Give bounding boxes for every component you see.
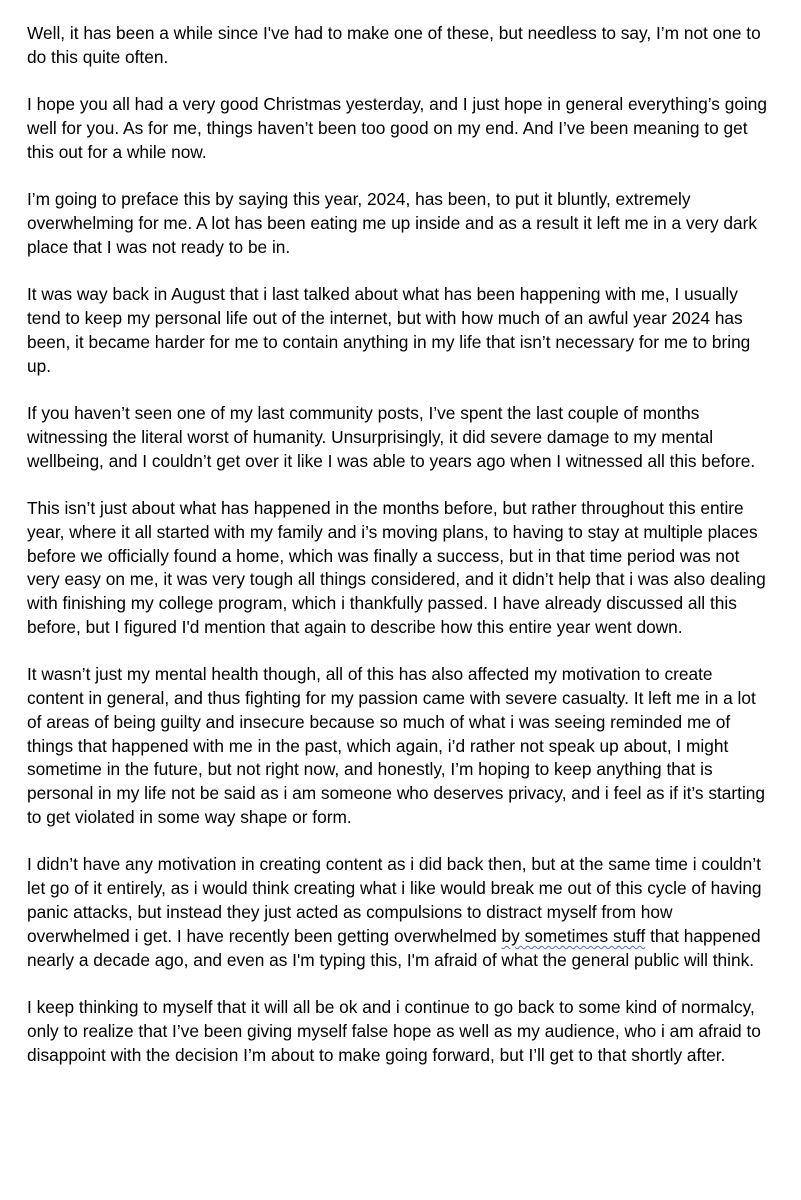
paragraph: It was way back in August that i last talked about what has been happening with me, I usually tend to keep my personal life out of the internet, but with how much of an awful year 2024 has been, it became harder for me to contain anything in my life that isn’t necessary for me to bring up. [27,284,751,376]
document-body[interactable] [27,22,771,1091]
paragraph-text: that happened nearly a decade ago, and even as I'm typing this, I'm afraid of what the general public will think. [27,925,761,970]
grammar-flagged-phrase[interactable]: by sometimes stuff [501,925,646,946]
paragraph: It wasn’t just my mental health though, all of this has also affected my motivation to create content in general, and thus fighting for my passion came with severe casualty. It left me in a lot of areas of being guilty and insecure because so much of what i was seeing reminded me of things that happened with me in the past, which again, i’d rather not speak up about, I might sometime in the future, but not right now, and honestly, I’m hoping to keep anything that is personal in my life not be said as i am someone who deserves privacy, and i feel as if it’s starting to get violated in some way shape or form. [27,664,766,828]
paragraph: If you haven’t seen one of my last community posts, I’ve spent the last couple of months witnessing the literal worst of humanity. Unsurprisingly, it did severe damage to my mental wellbeing, and I couldn’t get over it like I was able to years ago when I witnessed all this before. [27,402,756,471]
paragraph-with-grammar-flag [27,853,771,972]
paragraph: I’m going to preface this by saying this year, 2024, has been, to put it bluntly, extremely overwhelming for me. A lot has been eating me up inside and as a result it left me in a very dark place that I was not ready to be in. [27,189,758,257]
paragraph: Well, it has been a while since I've had to make one of these, but needless to say, I’m not one to do this quite often. [27,23,761,67]
paragraph: I hope you all had a very good Christmas yesterday, and I just hope in general everything’s going well for you. As for me, things haven’t been too good on my end. And I’ve been meaning to get this out for a while now. [27,94,768,162]
paragraph: I keep thinking to myself that it will all be ok and i continue to go back to some kind of normalcy, only to realize that I’ve been giving myself false hope as well as my audience, who i am afraid to disappoint with the decision I’m about to make going forward, but I’ll get to that shortly after. [27,997,761,1065]
paragraph-text: I didn’t have any motivation in creating content as i did back then, but at the same time i couldn’t let go of it entirely, as i would think creating what i like would break me out of this cycle of having panic attacks, but instead they just acted as compulsions to distract myself from how overwhelmed i get. I have recently been getting overwhelmed [27,854,762,946]
paragraph: This isn’t just about what has happened in the months before, but rather throughout this entire year, where it all started with my family and i’s moving plans, to having to stay at multiple places before we officially found a home, which was finally a success, but in that time period was not very easy on me, it was very tough all things considered, and it didn’t help that i was also dealing with finishing my college program, which i thankfully passed. I have already discussed all this before, but I figured I'd mention that again to describe how this entire year went down. [27,497,766,637]
